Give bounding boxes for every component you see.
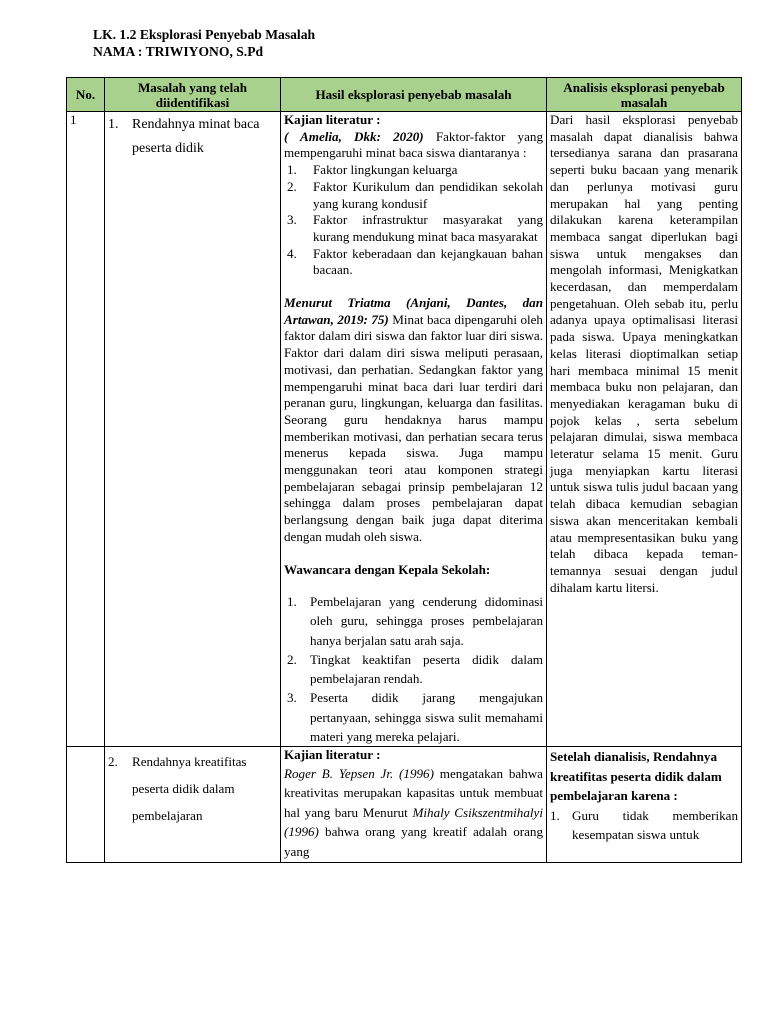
kajian-title: Kajian literatur : (284, 112, 381, 127)
kajian-text: mengatakan bahwa kreativitas merupakan kapasitas untuk membuat hal yang baru Menurut (284, 765, 543, 820)
kajian-paragraph (284, 764, 543, 862)
kajian-citation: Mihaly Csikszentmihalyi (1996) (284, 804, 543, 840)
analysis-intro: Setelah dianalisis, Rendahnya kreatifitas peserta didik dalam pembelajaran karena : (550, 748, 722, 804)
row-number (67, 746, 105, 862)
exploration-cell (281, 746, 547, 862)
wawancara-title: Wawancara dengan Kepala Sekolah: (284, 561, 491, 577)
list-item: 2. Faktor Kurikulum dan pendidikan sekolah yang kurang kondusif (287, 178, 543, 211)
problem-text: Rendahnya kreatifitas peserta didik dalam pembelajaran (132, 753, 247, 823)
worksheet-title: LK. 1.2 Eksplorasi Penyebab Masalah (93, 27, 316, 42)
kajian-citation: Roger B. Yepsen Jr. (1996) (284, 765, 434, 781)
exploration-table (66, 77, 742, 863)
list-item: 3. Peserta didik jarang mengajukan pertanyaan, sehingga siswa sulit memahami materi yang mereka pelajari. (287, 690, 543, 744)
problem-text: Rendahnya minat baca peserta didik (132, 117, 260, 156)
kajian-title: Kajian literatur : (284, 746, 381, 762)
table-header-row (67, 78, 742, 112)
exploration-cell (281, 112, 547, 747)
table-row (67, 746, 742, 862)
column-header-analisis: Analisis eksplorasi penyebab masalah (547, 78, 742, 112)
column-header-masalah: Masalah yang telah diidentifikasi (105, 78, 281, 112)
triatma-text: Minat baca dipengaruhi oleh faktor dalam diri siswa dan faktor luar diri siswa. Faktor dari dalam diri siswa meliputi perasaan, motivasi, dan perhatian. Sedangkan faktor yang mempengaruhi minat baca dari luar terdiri dari peranan guru, lingkungan, keluarga dan fasilitas. Seorang guru hendaknya harus mampu memberikan motivasi, dan perhatian secara terus menerus kepada siswa. Juga mampu menggunakan teori atau komponen strategi pembelajaran sebagai prinsip pembelajaran 12 sehingga dalam proses pembelajaran dapat berlangsung dengan baik juga dapat diterima dengan mudah oleh siswa. (284, 311, 543, 544)
problem-number: 1. (108, 117, 119, 132)
list-item: 1. Guru tidak memberikan kesempatan siswa untuk (550, 807, 738, 843)
kajian-citation: ( Amelia, Dkk: 2020) (284, 128, 424, 144)
kajian-text: bahwa orang yang kreatif adalah orang yang (284, 824, 544, 859)
triatma-citation: Menurut Triatma (Anjani, Dantes, dan Artawan, 2019: 75) (284, 295, 543, 327)
column-header-no: No. (67, 78, 105, 112)
list-item: 2. Tingkat keaktifan peserta didik dalam pembelajaran rendah. (287, 651, 543, 687)
worksheet-header (93, 26, 315, 60)
author-name: NAMA : TRIWIYONO, S.Pd (93, 44, 264, 59)
analysis-list (550, 806, 738, 845)
list-item: 1. Faktor lingkungan keluarga (287, 162, 458, 178)
kajian-intro: Faktor-faktor yang mempengaruhi minat baca siswa diantaranya : (284, 128, 543, 161)
analysis-cell (547, 112, 742, 747)
row-number: 1 (67, 112, 105, 747)
kajian-paragraph (284, 129, 543, 162)
list-item: 4. Faktor keberadaan dan kejangkauan bahan bacaan. (287, 245, 543, 278)
wawancara-list (284, 592, 543, 746)
problem-number: 2. (108, 753, 118, 769)
list-item: 1. Pembelajaran yang cenderung didominasi oleh guru, sehingga proses pembelajaran hanya berjalan satu arah saja. (287, 594, 543, 648)
factor-list (284, 162, 543, 279)
triatma-paragraph (284, 295, 543, 546)
table-row (67, 112, 742, 747)
problem-cell (105, 112, 281, 747)
problem-cell (105, 746, 281, 862)
column-header-hasil: Hasil eksplorasi penyebab masalah (281, 78, 547, 112)
analysis-cell (547, 746, 742, 862)
list-item: 3. Faktor infrastruktur masyarakat yang kurang mendukung minat baca masyarakat (287, 212, 543, 244)
analysis-text: Dari hasil eksplorasi penyebab masalah dapat dianalisis bahwa tersedianya sarana dan prasarana seperti buku bacaan yang menarik dan perlunya motivasi guru merupakan hal yang penting dilakukan karena keterampilan membaca sangat diperlukan bagi siswa untuk mengakses dan mengolah informasi, Menigkatkan kecerdasan, dan memperdalam pengetahuan. Oleh sebab itu, perlu adanya upaya optimalisasi literasi pada siswa. Upaya meningkatkan kelas literasi dioptimalkan setiap hari membaca minimal 15 menit membaca buku non pelajaran, dan menyediakan keragaman buku di pojok kelas , serta sebelum pelajaran dimulai, siswa membaca leteratur selama 15 menit. Guru juga menyiapkan kartu literasi untuk siswa tulis judul bacaan yang telah dibaca kemudian sebagian siswa akan menceritakan kembali atau mempresentasikan buku yang telah dibaca kepada teman-temannya sesuai dengan judul dihalam kartu litersi. (550, 112, 738, 595)
